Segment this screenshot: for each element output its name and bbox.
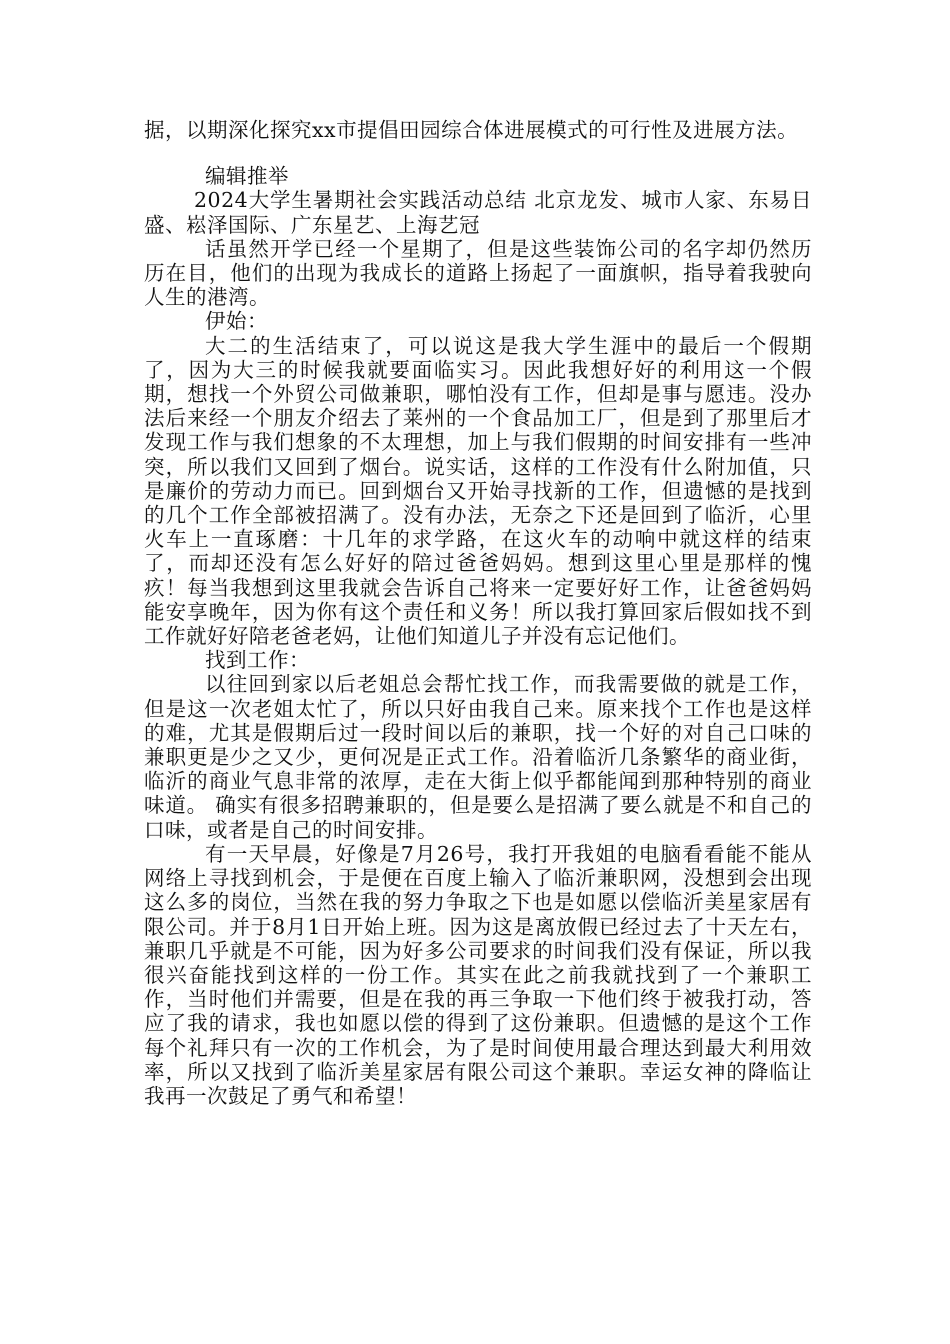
paragraph-found-job: 以往回到家以后老姐总会帮忙找工作，而我需要做的就是工作，但是这一次老姐太忙了，所以只好由我自己来。原来找个工作也是这样的难，尤其是假期后过一段时间以后的兼职，找一个好的对自己口味的兼职更是少之又少，更何况是正式工作。沿着临沂几条繁华的商业街，临沂的商业气息非常的浓厚，走在大街上似乎都能闻到那种特别的商业味道。 确实有很多招聘兼职的，但是要么是招满了要么就是不和自己的口味，或者是自己的时间安排。: [144, 672, 812, 842]
section-heading-recommend: 编辑推举: [205, 164, 289, 189]
document-body: [144, 118, 812, 1108]
section-heading-found-job: 找到工作：: [205, 648, 310, 673]
article-title: 2024大学生暑期社会实践活动总结 北京龙发、城市人家、东易日盛、崧泽国际、广东星艺、上海艺冠: [144, 188, 812, 237]
paragraph-continuation: 据，以期深化探究xx市提倡田园综合体进展模式的可行性及进展方法。: [144, 118, 799, 142]
paragraph-one-morning: 有一天早晨，好像是7月26号，我打开我姐的电脑看看能不能从网络上寻找到机会，于是便在百度上输入了临沂兼职网，没想到会出现这么多的岗位，当然在我的努力争取之下也是如愿以偿临沂美星家居有限公司。并于8月1日开始上班。因为这是离放假已经过去了十天左右，兼职几乎就是不可能，因为好多公司要求的时间我们没有保证，所以我很兴奋能找到这样的一份工作。其实在此之前我就找到了一个兼职工作，当时他们并需要，但是在我的再三争取一下他们终于被我打动，答应了我的请求，我也如愿以偿的得到了这份兼职。但遗憾的是这个工作每个礼拜只有一次的工作机会，为了是时间使用最合理达到最大利用效率，所以又找到了临沂美星家居有限公司这个兼职。幸运女神的降临让我再一次鼓足了勇气和希望！: [144, 841, 812, 1108]
paragraph-beginning: 大二的生活结束了，可以说这是我大学生涯中的最后一个假期了，因为大三的时候我就要面临实习。因此我想好好的利用这一个假期，想找一个外贸公司做兼职，哪怕没有工作，但却是事与愿违。没办法后来经一个朋友介绍去了莱州的一个食品加工厂，但是到了那里后才发现工作与我们想象的不太理想，加上与我们假期的时间安排有一些冲突，所以我们又回到了烟台。说实话，这样的工作没有什么附加值，只是廉价的劳动力而已。回到烟台又开始寻找新的工作，但遗憾的是找到的几个工作全部被招满了。没有办法，无奈之下还是回到了临沂，心里火车上一直琢磨：十几年的求学路，在这火车的动响中就这样的结束了，而却还没有怎么好好的陪过爸爸妈妈。想到这里心里是那样的愧疚！每当我想到这里我就会告诉自己将来一定要好好工作，让爸爸妈妈能安享晚年，因为你有这个责任和义务！所以我打算回家后假如找不到工作就好好陪老爸老妈，让他们知道儿子并没有忘记他们。: [144, 333, 812, 649]
paragraph-intro: 话虽然开学已经一个星期了，但是这些装饰公司的名字却仍然历历在目，他们的出现为我成长的道路上扬起了一面旗帜，指导着我驶向人生的港湾。: [144, 236, 812, 310]
section-heading-beginning: 伊始：: [205, 309, 268, 334]
